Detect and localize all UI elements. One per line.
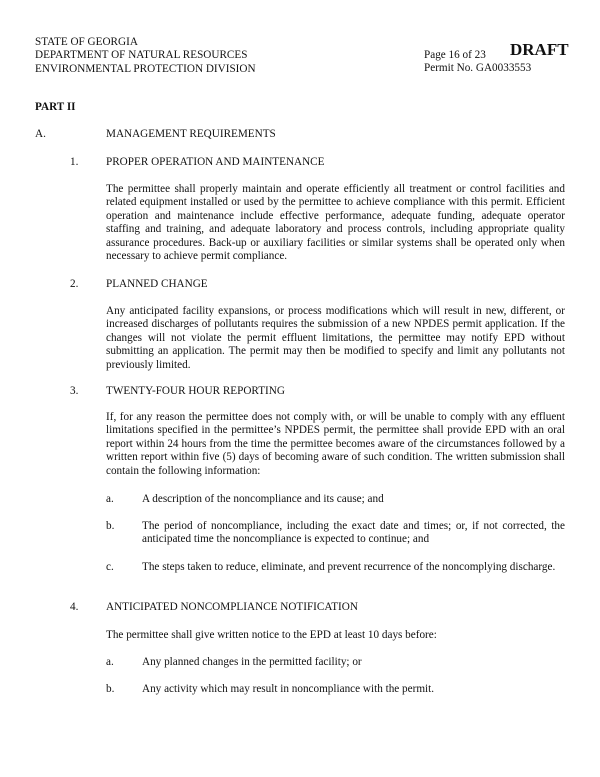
- agency-header: [35, 36, 256, 76]
- sub-item-label: a.: [106, 493, 114, 505]
- item-body: The permittee shall properly maintain and operate efficiently all treatment or control facilities and related equipment installed or used by the permittee to achieve compliance with this permit. Efficient operation and maintenance include effective performance, adequate funding, adequate operator staffing and training, and adequate laboratory and process controls, including appropriate quality assurance procedures. Back-up or auxiliary facilities or similar systems shall be operated only when necessary to achieve permit compliance.: [106, 183, 565, 263]
- header-department: DEPARTMENT OF NATURAL RESOURCES: [35, 49, 248, 62]
- sub-item-label: c.: [106, 561, 114, 573]
- item-number: 3.: [70, 385, 79, 397]
- item-title: PLANNED CHANGE: [106, 278, 208, 290]
- header-division: ENVIRONMENTAL PROTECTION DIVISION: [35, 62, 256, 75]
- sub-item-text: A description of the noncompliance and its cause; and: [142, 493, 384, 505]
- sub-item-text: Any activity which may result in noncompliance with the permit.: [142, 683, 435, 695]
- draft-stamp: DRAFT: [510, 40, 569, 59]
- item-body: If, for any reason the permittee does not comply with, or will be unable to comply with any effluent limitations specified in the permittee’s NPDES permit, the permittee shall provide EPD with an oral report within 24 hours from the time the permittee becomes aware of the circumstances followed by a written report within five (5) days of becoming aware of such condition. The written submission shall contain the following information:: [106, 411, 565, 477]
- item-body: The permittee shall give written notice to the EPD at least 10 days before:: [106, 629, 437, 641]
- item-number: 2.: [70, 278, 79, 290]
- sub-item-text: The period of noncompliance, including the exact date and times; or, if not corrected, the anticipated time the noncompliance is expected to continue; and: [142, 520, 565, 546]
- permit-number: Permit No. GA0033553: [424, 62, 532, 75]
- item-title: ANTICIPATED NONCOMPLIANCE NOTIFICATION: [106, 601, 358, 613]
- sub-item-label: b.: [106, 520, 115, 532]
- sub-item-text: Any planned changes in the permitted facility; or: [142, 656, 362, 668]
- sub-item-label: a.: [106, 656, 114, 668]
- part-title: PART II: [35, 101, 76, 113]
- item-number: 1.: [70, 156, 79, 168]
- header-state: STATE OF GEORGIA: [35, 36, 138, 48]
- item-title: PROPER OPERATION AND MAINTENANCE: [106, 156, 325, 168]
- section-title: MANAGEMENT REQUIREMENTS: [106, 128, 276, 140]
- sub-item-text: The steps taken to reduce, eliminate, and prevent recurrence of the noncomplying discharge.: [142, 561, 556, 573]
- item-body: Any anticipated facility expansions, or process modifications which will result in new, different, or increased discharges of pollutants requires the submission of a new NPDES permit application. If the changes will not violate the permit effluent limitations, the permittee may notify EPD without submitting an application. The permit may then be modified to specify and limit any pollutants not previously limited.: [106, 305, 565, 371]
- section-label: A.: [35, 128, 46, 140]
- item-title: TWENTY-FOUR HOUR REPORTING: [106, 385, 285, 397]
- sub-item-label: b.: [106, 683, 115, 695]
- item-number: 4.: [70, 601, 79, 613]
- page-number: Page 16 of 23: [424, 49, 486, 61]
